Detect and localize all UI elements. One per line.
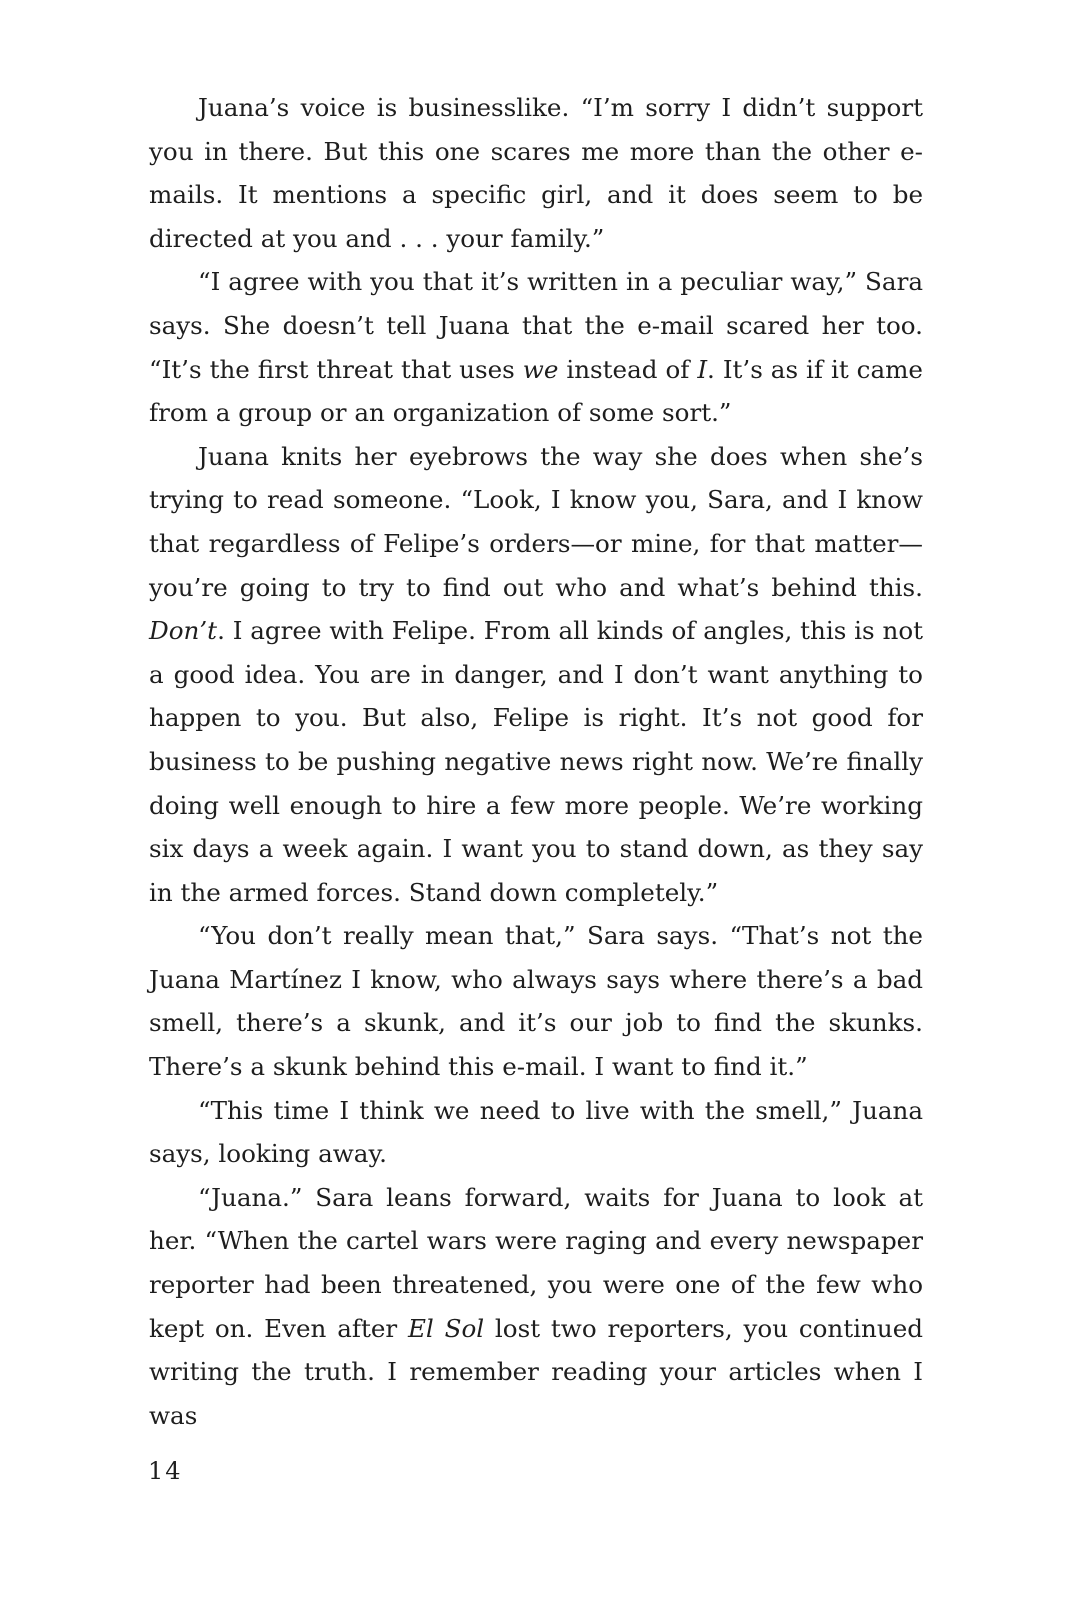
text-run: . It’s as if it came from a group or an organization of some sort.”: [149, 354, 923, 428]
italic-text: I: [697, 354, 708, 384]
text-run: “You don’t really mean that,” Sara says. “That’s not the Juana Martínez I know, who always says where there’s a bad smell, there’s a skunk, and it’s our job to find the skunks. There’s a skunk behind this e-mail. I want to find it.”: [149, 921, 923, 1082]
italic-text: we: [522, 354, 559, 384]
text-run: “I agree with you that it’s written in a peculiar way,” Sara says. She doesn’t tell Juana that the e-mail scared her too. “It’s the first threat that uses: [149, 267, 923, 384]
text-run: Juana’s voice is businesslike. “I’m sorry I didn’t support you in there. But this one scares me more than the other e-mails. It mentions a specific girl, and it does seem to be directed at you and . . . your family.”: [149, 93, 923, 253]
italic-text: El Sol: [407, 1313, 485, 1343]
paragraph: [149, 914, 923, 1088]
text-run: lost two reporters, you continued writing the truth. I remember reading your articles when I was: [149, 1313, 923, 1430]
paragraph: [149, 435, 923, 915]
text-run: . I agree with Felipe. From all kinds of angles, this is not a good idea. You are in danger, and I don’t want anything to happen to you. But also, Felipe is right. It’s not good for business to be pushing negative news right now. We’re finally doing well enough to hire a few more people. We’re working six days a week again. I want you to stand down, as they say in the armed forces. Stand down completely.”: [149, 616, 924, 907]
paragraph: [149, 86, 923, 260]
text-run: Juana knits her eyebrows the way she does when she’s trying to read someone. “Look, I know you, Sara, and I know that regardless of Felipe’s orders—or mine, for that matter—you’re going to try to find out who and what’s behind this.: [149, 441, 923, 602]
italic-text: Don’t: [149, 616, 218, 646]
page-body: [149, 86, 923, 1437]
paragraph: [149, 1089, 923, 1176]
paragraph: [149, 260, 923, 434]
text-run: instead of: [558, 354, 698, 384]
text-run: “This time I think we need to live with the smell,” Juana says, looking away.: [149, 1095, 923, 1169]
text-run: “Juana.” Sara leans forward, waits for Juana to look at her. “When the cartel wars were raging and every newspaper reporter had been threatened, you were one of the few who kept on. Even after: [149, 1182, 923, 1343]
paragraph: [149, 1176, 923, 1438]
page-number: 14: [148, 1457, 183, 1485]
